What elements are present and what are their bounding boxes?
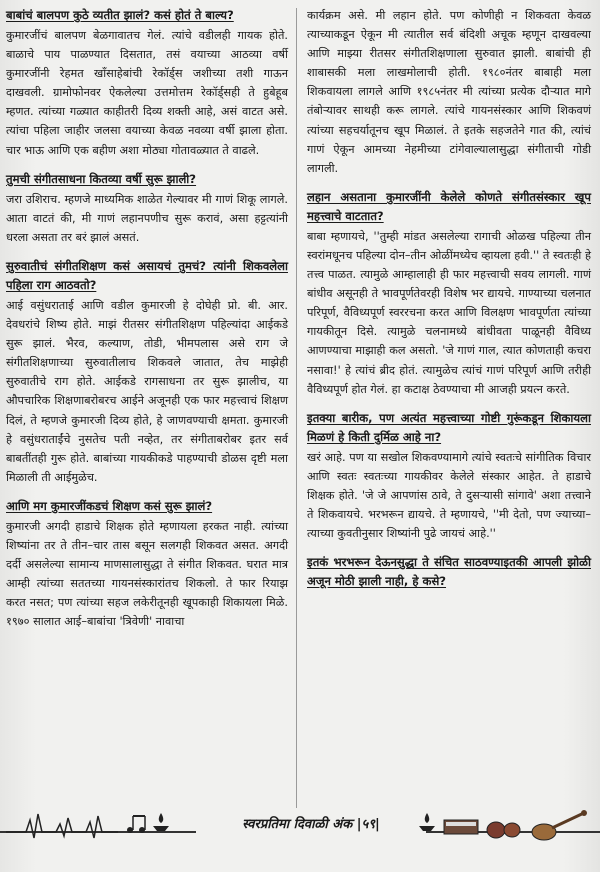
right-column xyxy=(307,6,591,592)
qa-section xyxy=(6,170,288,247)
answer-paragraph: बाबा म्हणायचे, ''तुम्ही मांडत असलेल्या रागाची ओळख पहिल्या तीन स्वरांमधूनच पहिल्या दोन–तीन ओळींमध्येच व्हायला हवी.'' ते स्वतःही हे तत्त्व पाळत. त्यामुळे आम्हालाही ही फार महत्त्वाची सवय लागली. गाणं बांधीव असूनही ते भावपूर्णतेवरही विशेष भर द्यायचे. गाण्याच्या चलनात परिपूर्ण, वैविध्यपूर्ण स्वररचना करत आणि विलक्षण भावपूर्णता त्यांच्या गायकीतून दिसे. त्यामुळे चलनामध्ये बांधीवता पाळूनही वैविध्य आणण्याचा माझाही कल असतो. 'जे गाणं गाल, त्यात कोणताही कचरा नसावा!' हे त्यांचं ब्रीद होतं. त्यामुळेच त्यांचं गाणं परिपूर्ण आणि तरीही वैविध्यपूर्ण होत गेलं. हा कटाक्ष ठेवण्याचा मी आजही प्रयत्न करते. xyxy=(307,229,591,396)
question-heading: बाबांचं बालपण कुठे व्यतीत झालं? कसं होतं ते बाल्य? xyxy=(6,8,234,22)
question-heading: तुमची संगीतसाधना कितव्या वर्षी सुरू झाली? xyxy=(6,171,197,186)
qa-section xyxy=(307,188,591,399)
question-heading: इतक्या बारीक, पण अत्यंत महत्त्वाच्या गोष्टी गुरूंकडून शिकायला मिळणं हे किती दुर्मिळ आहे ना? xyxy=(307,410,591,444)
question-heading: इतकं भरभरून देऊनसुद्धा ते संचित साठवण्याइतकी आपली झोळी अजून मोठी झाली नाही, हे कसे? xyxy=(307,555,591,589)
qa-section xyxy=(307,553,591,591)
qa-section xyxy=(307,6,591,178)
footer-caption: स्वरप्रतिमा दिवाळी अंक |५९| xyxy=(196,814,426,836)
qa-section xyxy=(6,6,288,160)
instruments-icon xyxy=(440,808,590,842)
answer-paragraph: कार्यक्रम असे. मी लहान होते. पण कोणीही न शिकवता केवळ त्याच्याकडून ऐकून मी त्यातील सर्व बंदिशी अचूक म्हणून दाखवल्या आणि माझ्या रीतसर संगीतशिक्षणाला सुरुवात झाली. बाबांची ही शाबासकी मला लाखमोलाची होती. १९८०नंतर बाबाही मला शिकवायला लागले आणि १९८५नंतर मी त्यांच्या प्रत्येक दौऱ्यात मागे तंबोऱ्यावर साथही करू लागले. त्यांचे गायनसंस्कार आणि शिकवणं त्यांच्या सहचर्यातूनच खूप मिळालं. ते इतके सहजतेने गात की, त्यांचं गाणं ऐकून आमच्या नेहमीच्या टांगेवाल्यालासुद्धा संगीताची गोडी लागली. xyxy=(307,9,591,175)
column-divider xyxy=(296,8,297,808)
qa-section xyxy=(307,409,591,543)
answer-paragraph: खरं आहे. पण या सखोल शिकवण्यामागे त्यांचे स्वतःचे सांगीतिक विचार आणि स्वतः स्वतःच्या गायकीवर केलेले संस्कार आहेत. ते हाडाचे शिक्षक होते. 'जे जे आपणांस ठावे, ते दुसऱ्यासी सांगावे' अशा तत्त्वाने ते शिकवायचे. भरभरून द्यायचे. ते म्हणायचे, ''मी देतो, पण ज्याच्या–त्याच्या कुवतीनुसार शिष्यांनी पुढे जायचं आहे.'' xyxy=(307,450,591,541)
answer-paragraph: कुमारजींचं बालपण बेळगावातच गेलं. त्यांचे वडीलही गायक होते. बाळाचे पाय पाळण्यात दिसतात, तसं वयाच्या आठव्या वर्षी कुमारजींनी रेहमत खाँसाहेबांची रेकॉर्ड्स जशीच्या तशी गाऊन दाखवली. ग्रामोफोनवर ऐकलेल्या उत्तमोत्तम रेकॉर्ड्सही ते हुबेहूब म्हणत. त्यांच्या गळ्यात काहीतरी दिव्य शक्ती आहे, असं वाटत असे. त्यांचा पहिला जाहीर जलसा वयाच्या केवळ नवव्या वर्षी झाला होता. चार भाऊ आणि एक बहीण अशा मोठ्या गोतावळ्यात ते वाढले. xyxy=(6,29,288,157)
page-footer xyxy=(0,808,600,844)
question-heading: आणि मग कुमारजींकडचं शिक्षण कसं सुरू झालं? xyxy=(6,498,213,513)
answer-paragraph: कुमारजी अगदी हाडाचे शिक्षक होते म्हणायला हरकत नाही. त्यांच्या शिष्यांना तर ते तीन–चार तास बसून सलगही शिकवत असत. अगदी दर्दी असलेल्या सामान्य माणसालासुद्धा ते संगीत शिकवत. घरात मात्र आम्ही त्यांच्या सततच्या गायनसंस्कारांतच शिकलो. ते फार रियाझ करत नसत; पण त्यांच्या सहज लकेरीतूनही खूपकाही शिकायला मिळे. १९७० सालात आई–बाबांचा 'त्रिवेणी' नावाचा xyxy=(6,519,288,629)
qa-section xyxy=(6,257,288,487)
answer-paragraph: आई वसुंधराताई आणि वडील कुमारजी हे दोघेही प्रो. बी. आर. देवधरांचे शिष्य होते. माझं रीतसर संगीतशिक्षण पहिल्यांदा आईकडे सुरू झालं. भैरव, कल्याण, तोडी, भीमपलास असे राग जे संगीतशिक्षणाच्या सुरुवातीलाच शिकवले जातात, तेच माझेही सुरुवातीचे राग होते. आईकडे रागसाधना तर सुरू झालीच, या औपचारिक शिक्षणाबरोबरच आईने अजूनही एक फार महत्त्वाचं शिक्षण दिलं, ते म्हणजे कुमारजी दिव्य होते, हे जाणवण्याची क्षमता. कुमारजी हे वसुंधराताईंचे नुसतेच पती नव्हेत, तर संगीताबरोबर इतर सर्व बाबतींतही गुरू होते. बाबांच्या गायकीकडे पाहण्याची डोळस दृष्टी मला मिळाली ती आईमुळेच. xyxy=(6,298,288,484)
left-column xyxy=(6,6,288,641)
question-heading: सुरुवातीचं संगीतशिक्षण कसं असायचं तुमचं? त्यांनी शिकवलेला पहिला राग आठवतो? xyxy=(6,258,288,292)
oil-lamp-icon xyxy=(152,812,170,834)
music-wave-icon xyxy=(6,810,156,840)
qa-section xyxy=(6,497,288,632)
question-heading: लहान असताना कुमारजींनी केलेले कोणते संगीतसंस्कार खूप महत्त्वाचे वाटतात? xyxy=(307,189,591,223)
answer-paragraph: जरा उशिराच. म्हणजे माध्यमिक शाळेत गेल्यावर मी गाणं शिकू लागले. आता वाटतं की, मी गाणं लहानपणीच सुरू करावं, असा हट्टत्यांनी धरला असता तर बरं झालं असतं. xyxy=(6,192,288,244)
oil-lamp-icon xyxy=(418,812,436,834)
